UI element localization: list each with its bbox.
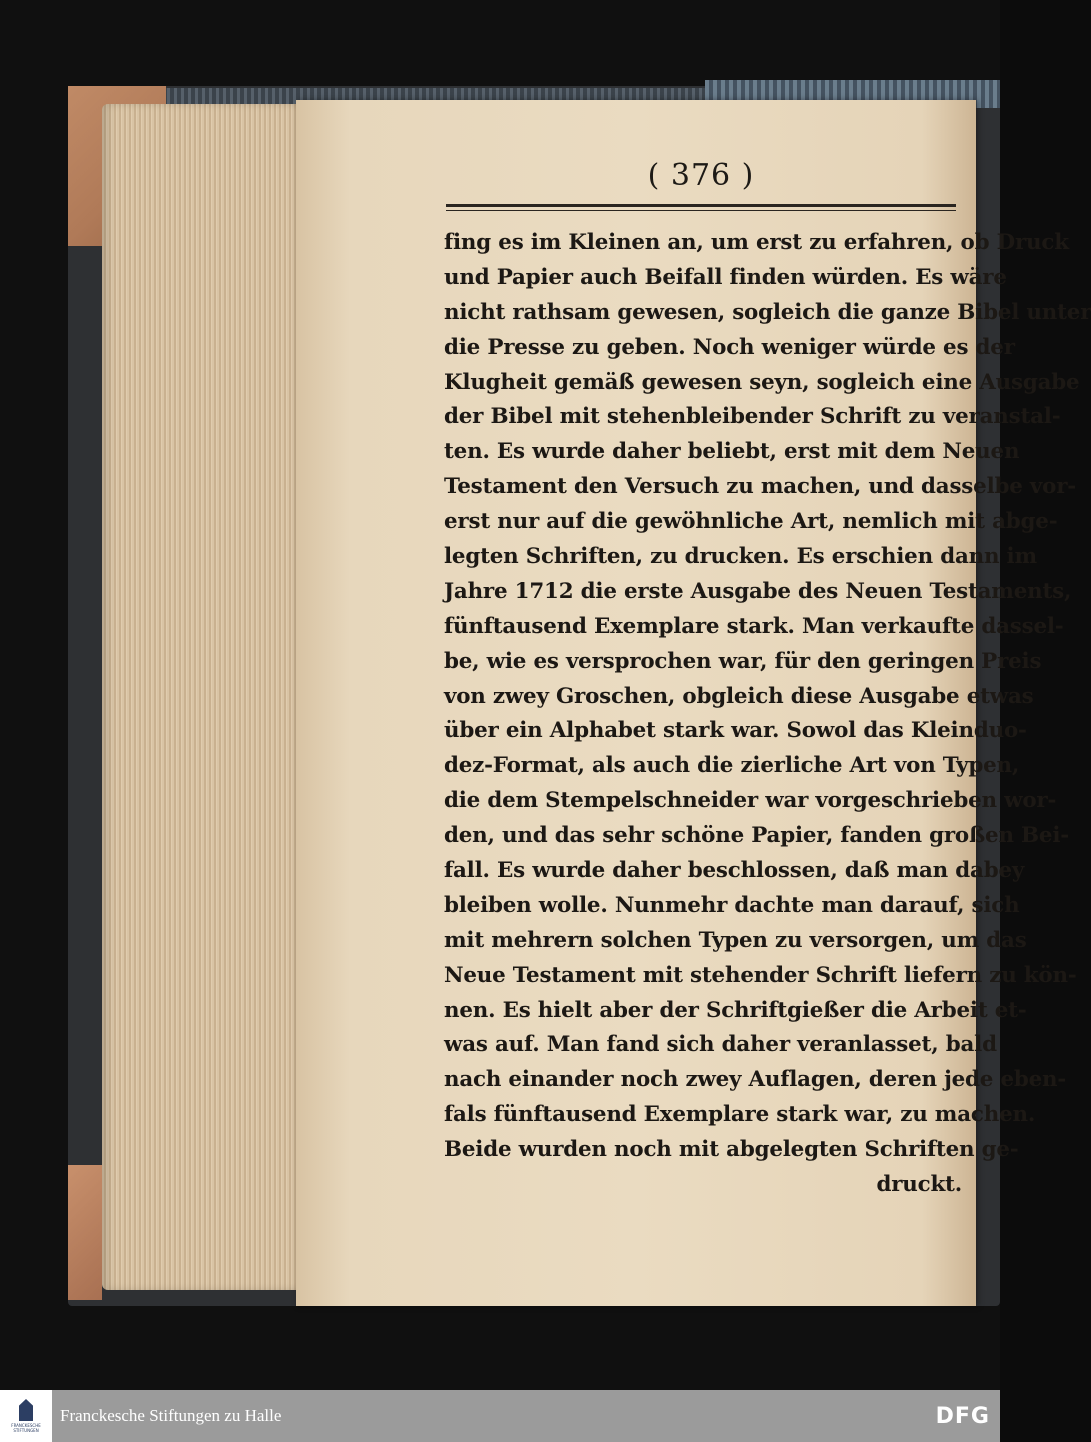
text-line: mit mehrern solchen Typen zu versorgen, um das (444, 927, 1027, 953)
text-line: fünftausend Exemplare stark. Man verkaufte dassel- (444, 613, 1064, 639)
catchword: druckt. (876, 1172, 962, 1198)
text-line: Jahre 1712 die erste Ausgabe des Neuen Testaments, (444, 578, 1072, 604)
text-line: von zwey Groschen, obgleich diese Ausgabe etwas (444, 683, 1034, 709)
text-line: nach einander noch zwey Auflagen, deren jede eben- (444, 1067, 1067, 1093)
text-line: dez-Format, als auch die zierliche Art von Typen, (444, 753, 1020, 779)
header-rule (446, 204, 956, 207)
text-line: nen. Es hielt aber der Schriftgießer die Arbeit et- (444, 997, 1027, 1023)
text-line: über ein Alphabet stark war. Sowol das Kleinduo- (444, 718, 1027, 744)
text-line: erst nur auf die gewöhnliche Art, nemlich mit abge- (444, 509, 1058, 535)
text-line: ten. Es wurde daher beliebt, erst mit dem Neuen (444, 439, 1020, 465)
page-edge-stack (102, 104, 302, 1290)
text-line: fing es im Kleinen an, um erst zu erfahren, ob Druck (444, 230, 1069, 255)
page-number: ( 376 ) (647, 158, 755, 193)
text-line: Neue Testament mit stehender Schrift liefern zu kön- (444, 962, 1077, 988)
text-line: und Papier auch Beifall finden würden. Es wäre (444, 264, 1007, 290)
header-rule-thin (446, 210, 956, 211)
text-line: bleiben wolle. Nunmehr dachte man darauf, sich (444, 892, 1020, 918)
footer-bar (0, 1390, 1000, 1442)
text-line: Klugheit gemäß gewesen seyn, sogleich eine Ausgabe (444, 369, 1080, 395)
text-line: was auf. Man fand sich daher veranlasset, bald (444, 1032, 997, 1058)
book-page (296, 100, 1091, 1306)
text-line: be, wie es versprochen war, für den geringen Preis (444, 648, 1042, 674)
text-line: Testament den Versuch zu machen, und dasselbe vor- (444, 474, 1076, 500)
text-line: der Bibel mit stehenbleibender Schrift zu veranstal- (444, 404, 1061, 430)
page-body (444, 226, 1091, 1203)
text-line: nicht rathsam gewesen, sogleich die ganze Bibel unter (444, 299, 1091, 325)
text-line: fals fünftausend Exemplare stark war, zu machen. (444, 1102, 1036, 1128)
text-line: fall. Es wurde daher beschlossen, daß man dabey (444, 858, 1025, 884)
building-icon (19, 1399, 33, 1421)
text-line: legten Schriften, zu drucken. Es erschien dann im (444, 544, 1037, 570)
leather-corner-bottom (68, 1165, 102, 1300)
logo-caption: FRANCKESCHE STIFTUNGEN (11, 1423, 41, 1433)
text-line: Beide wurden noch mit abgelegten Schriften ge- (444, 1137, 1019, 1163)
text-line: die Presse zu geben. Noch weniger würde es der (444, 334, 1015, 360)
institution-logo[interactable] (0, 1390, 52, 1442)
text-line: den, und das sehr schöne Papier, fanden großen Bei- (444, 823, 1069, 849)
dfg-logo[interactable]: DFG (935, 1403, 990, 1429)
institution-name: Franckesche Stiftungen zu Halle (60, 1406, 282, 1425)
text-line: die dem Stempelschneider war vorgeschrieben wor- (444, 788, 1057, 814)
